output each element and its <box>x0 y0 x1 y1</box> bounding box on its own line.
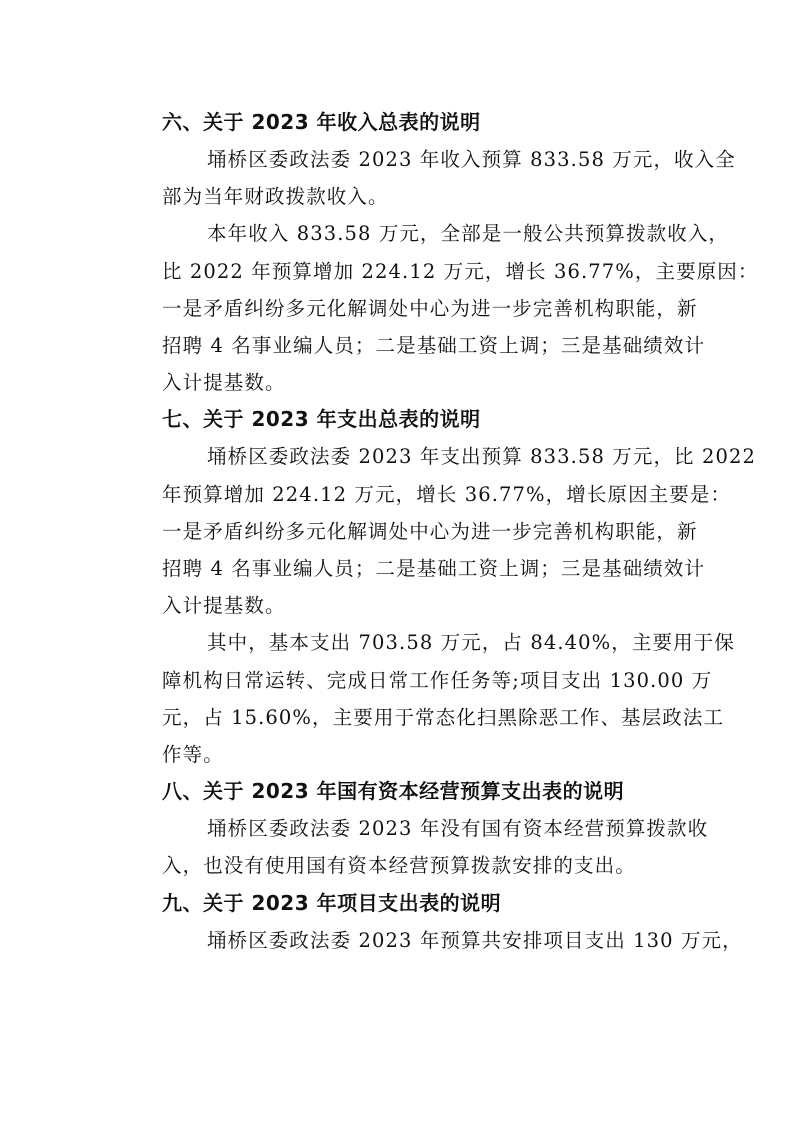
paragraph-line: 其中，基本支出 703.58 万元，占 84.40%，主要用于保 <box>207 631 735 655</box>
paragraph <box>117 922 743 959</box>
section-heading-state-capital-budget: 八、关于 2023 年国有资本经营预算支出表的说明 <box>162 779 625 804</box>
paragraph-line: 埇桥区委政法委 2023 年预算共安排项目支出 130 万元， <box>207 928 743 952</box>
paragraph <box>117 141 736 215</box>
section-heading-expenditure-summary: 七、关于 2023 年支出总表的说明 <box>162 407 481 432</box>
paragraph <box>117 438 756 624</box>
paragraph-line: 元，占 15.60%，主要用于常态化扫黑除恶工作、基层政法工 <box>162 705 725 729</box>
paragraph <box>117 215 759 401</box>
paragraph-line: 招聘 4 名事业编人员；二是基础工资上调；三是基础绩效计 <box>162 334 706 358</box>
paragraph-line: 作等。 <box>162 743 224 767</box>
paragraph-line: 年预算增加 224.12 万元，增长 36.77%，增长原因主要是： <box>162 482 732 506</box>
paragraph-line: 招聘 4 名事业编人员；二是基础工资上调；三是基础绩效计 <box>162 557 706 581</box>
paragraph-line: 入计提基数。 <box>162 594 286 618</box>
document-body <box>117 104 759 959</box>
section-heading-income-summary: 六、关于 2023 年收入总表的说明 <box>162 110 481 134</box>
paragraph-line: 部为当年财政拨款收入。 <box>162 185 389 209</box>
paragraph-line: 障机构日常运转、完成日常工作任务等;项目支出 130.00 万 <box>162 668 713 692</box>
section-heading-project-expenditure: 九、关于 2023 年项目支出表的说明 <box>162 890 502 915</box>
paragraph <box>117 810 709 884</box>
paragraph-line: 一是矛盾纠纷多元化解调处中心为进一步完善机构职能，新 <box>162 519 698 543</box>
paragraph-line: 本年收入 833.58 万元，全部是一般公共预算拨款收入， <box>207 222 730 246</box>
paragraph <box>117 624 735 773</box>
paragraph-line: 一是矛盾纠纷多元化解调处中心为进一步完善机构职能，新 <box>162 296 698 320</box>
paragraph-line: 入计提基数。 <box>162 371 286 395</box>
paragraph-line: 比 2022 年预算增加 224.12 万元，增长 36.77%，主要原因： <box>162 259 759 283</box>
paragraph-line: 埇桥区委政法委 2023 年收入预算 833.58 万元，收入全 <box>207 148 736 171</box>
paragraph-line: 入，也没有使用国有资本经营预算拨款安排的支出。 <box>162 854 636 878</box>
paragraph-line: 埇桥区委政法委 2023 年没有国有资本经营预算拨款收 <box>207 817 709 841</box>
paragraph-line: 埇桥区委政法委 2023 年支出预算 833.58 万元，比 2022 <box>207 445 756 469</box>
